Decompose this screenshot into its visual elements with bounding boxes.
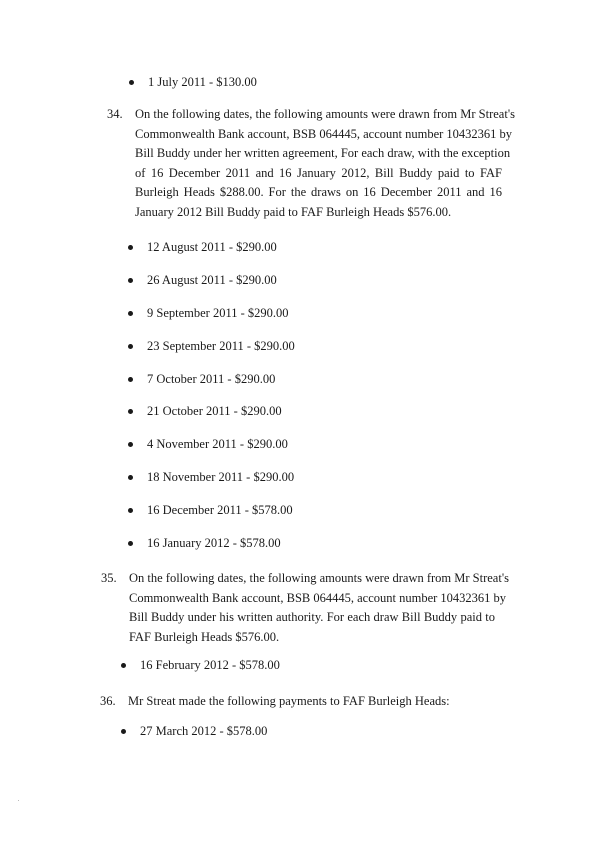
paragraph-line: January 2012 Bill Buddy paid to FAF Burleigh Heads $576.00. <box>135 204 452 219</box>
bullet-icon <box>129 80 134 85</box>
paragraph-line: Bill Buddy under his written authority. For each draw Bill Buddy paid to <box>129 610 495 625</box>
list-item-text: 23 September 2011 - $290.00 <box>147 339 295 353</box>
list-item-text: 16 February 2012 - $578.00 <box>140 658 280 672</box>
scan-speck <box>18 800 19 801</box>
list-item-text: 1 July 2011 - $130.00 <box>148 75 257 89</box>
bullet-icon <box>128 311 133 316</box>
paragraph-body <box>135 105 515 223</box>
list-item-text: 16 December 2011 - $578.00 <box>147 503 293 517</box>
bullet-icon <box>128 475 133 480</box>
bullet-icon <box>128 377 133 382</box>
list-item-text: 16 January 2012 - $578.00 <box>147 536 281 550</box>
paragraph-number: 36. <box>100 694 116 708</box>
paragraph-line: Burleigh Heads $288.00. For the draws on 16 December 2011 and 16 <box>135 185 502 200</box>
paragraph-line: On the following dates, the following amounts were drawn from Mr Streat's <box>129 571 509 585</box>
paragraph-line: FAF Burleigh Heads $576.00. <box>129 629 280 644</box>
paragraph-body <box>129 569 509 647</box>
list-item-text: 26 August 2011 - $290.00 <box>147 273 277 287</box>
bullet-icon <box>121 663 126 668</box>
list-item-text: 21 October 2011 - $290.00 <box>147 404 282 418</box>
bullet-icon <box>128 344 133 349</box>
list-item-text: 7 October 2011 - $290.00 <box>147 372 276 386</box>
paragraph-body <box>128 692 468 712</box>
bullet-icon <box>128 442 133 447</box>
bullet-icon <box>128 409 133 414</box>
paragraph-line: of 16 December 2011 and 16 January 2012, Bill Buddy paid to FAF <box>135 165 502 180</box>
bullet-icon <box>128 245 133 250</box>
paragraph-number: 34. <box>107 107 123 121</box>
bullet-icon <box>128 278 133 283</box>
list-item-text: 12 August 2011 - $290.00 <box>147 240 277 254</box>
paragraph-line: Mr Streat made the following payments to FAF Burleigh Heads: <box>128 694 450 708</box>
bullet-icon <box>128 541 133 546</box>
list-item-text: 9 September 2011 - $290.00 <box>147 306 289 320</box>
paragraph-line: On the following dates, the following amounts were drawn from Mr Streat's <box>135 107 515 121</box>
list-item-text: 18 November 2011 - $290.00 <box>147 470 295 484</box>
list-item-text: 27 March 2012 - $578.00 <box>140 724 268 738</box>
paragraph-line: Bill Buddy under her written agreement, For each draw, with the exception <box>135 146 511 161</box>
bullet-icon <box>128 508 133 513</box>
paragraph-line: Commonwealth Bank account, BSB 064445, account number 10432361 by <box>135 126 513 141</box>
paragraph-number: 35. <box>101 571 117 585</box>
list-item-text: 4 November 2011 - $290.00 <box>147 437 288 451</box>
paragraph-line: Commonwealth Bank account, BSB 064445, account number 10432361 by <box>129 590 507 605</box>
bullet-icon <box>121 729 126 734</box>
